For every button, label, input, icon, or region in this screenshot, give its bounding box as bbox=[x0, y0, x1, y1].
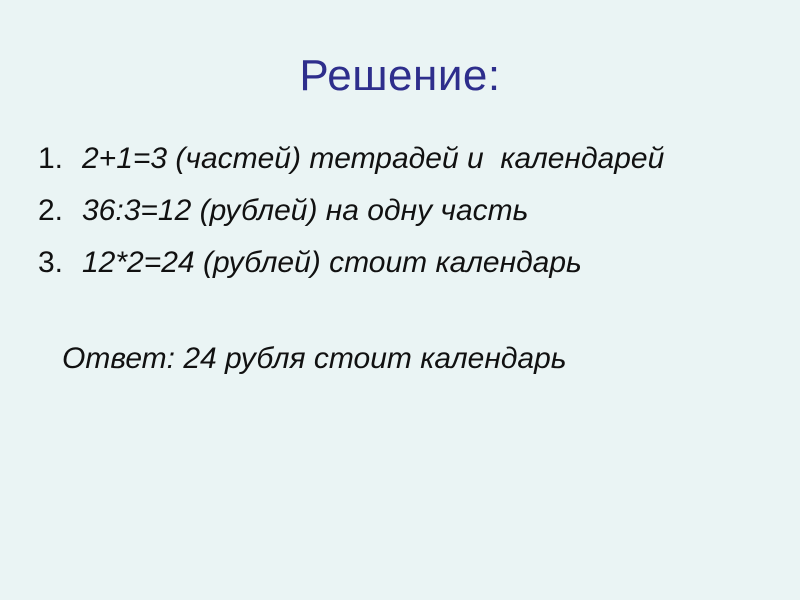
slide-title: Решение: bbox=[299, 51, 501, 100]
answer-text: Ответ: 24 рубля стоит календарь bbox=[62, 342, 567, 375]
step-number: 2. bbox=[38, 194, 64, 227]
solution-step bbox=[38, 194, 664, 246]
solution-step bbox=[38, 246, 664, 298]
step-text: 36:3=12 (рублей) на одну часть bbox=[82, 194, 529, 227]
step-text: 2+1=3 (частей) тетрадей и календарей bbox=[82, 142, 665, 175]
solution-steps bbox=[38, 142, 664, 298]
step-text: 12*2=24 (рублей) стоит календарь bbox=[82, 246, 582, 279]
step-number: 3. bbox=[38, 246, 64, 279]
step-number: 1. bbox=[38, 142, 64, 175]
solution-step bbox=[38, 142, 664, 194]
